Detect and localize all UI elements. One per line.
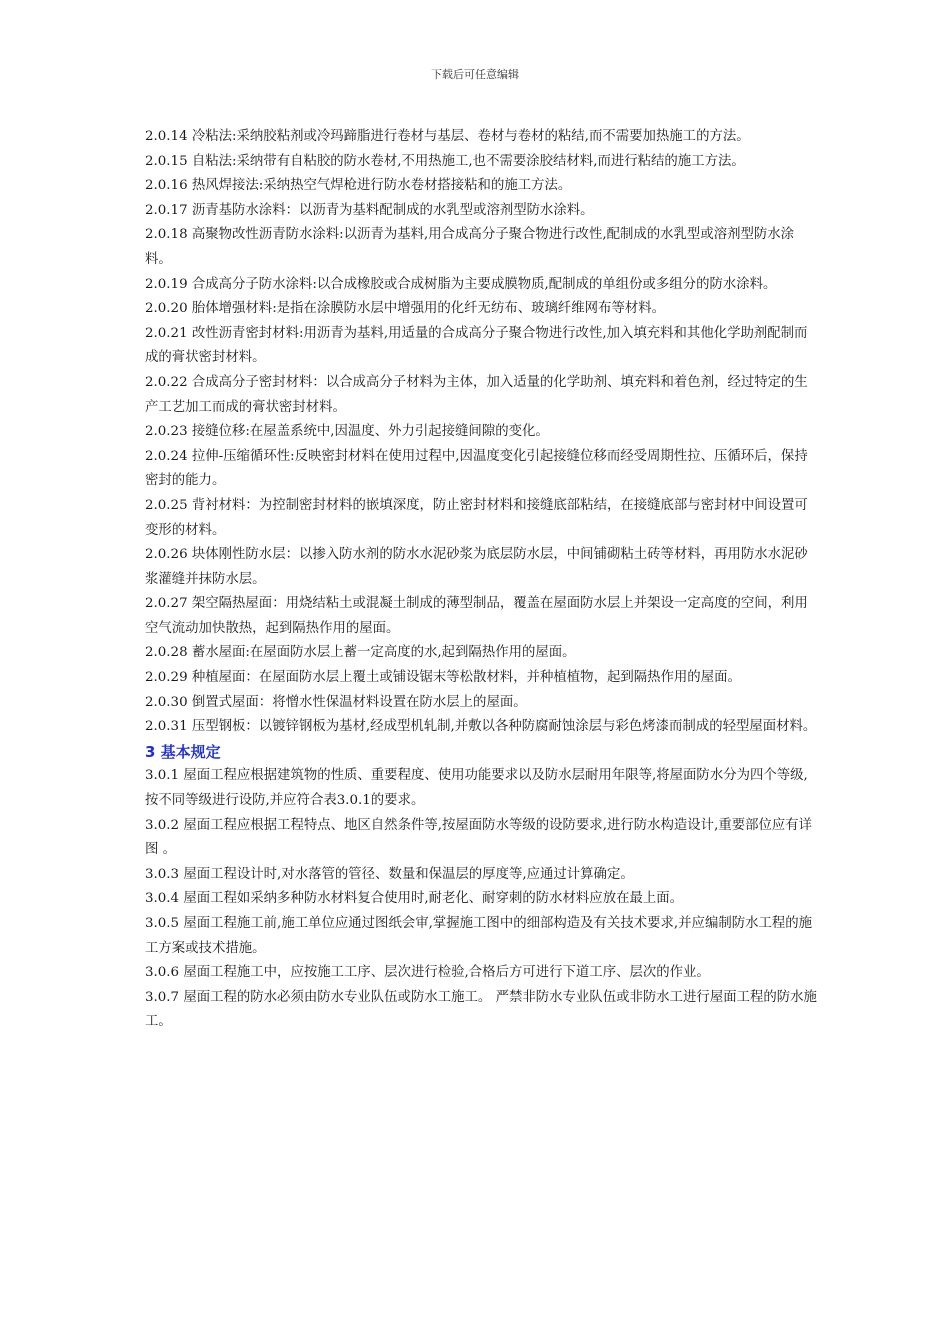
document-body [145,125,817,1035]
clause-2-0-27: 2.0.27 架空隔热屋面：用烧结粘土或混凝土制成的薄型制品，覆盖在屋面防水层上并架设一定高度的空间，利用空气流动加快散热，起到隔热作用的屋面。 [145,596,808,636]
clause-2-0-22: 2.0.22 合成高分子密封材料：以合成高分子材料为主体，加入适量的化学助剂、填充料和着色剂，经过特定的生产工艺加工而成的膏状密封材料。 [145,374,808,415]
clause-2-0-29: 2.0.29 种植屋面：在屋面防水层上覆土或铺设锯末等松散材料，并种植植物，起到隔热作用的屋面。 [145,670,741,686]
clause-3-0-5: 3.0.5 屋面工程施工前,施工单位应通过图纸会审,掌握施工图中的细部构造及有关技术要求,并应编制防水工程的施工方案或技术措施。 [145,916,813,956]
clause-2-0-28: 2.0.28 蓄水屋面:在屋面防水层上蓄一定高度的水,起到隔热作用的屋面。 [145,645,576,661]
clause-2-0-31: 2.0.31 压型钢板：以镀锌钢板为基材,经成型机轧制,并敷以各种防腐耐蚀涂层与彩色烤漆而制成的轻型屋面材料。 [145,719,817,735]
clause-3-0-3: 3.0.3 屋面工程设计时,对水落管的管径、数量和保温层的厚度等,应通过计算确定。 [145,866,634,882]
clause-2-0-17: 2.0.17 沥青基防水涂料：以沥青为基料配制成的水乳型或溶剂型防水涂料。 [145,202,594,218]
clause-2-0-14: 2.0.14 冷粘法:采纳胶粘剂或冷玛蹄脂进行卷材与基层、卷材与卷材的粘结,而不需要加热施工的方法。 [145,129,750,144]
clause-2-0-21: 2.0.21 改性沥青密封材料:用沥青为基料,用适量的合成高分子聚合物进行改性,加入填充料和其他化学助剂配制而成的膏状密封材料。 [145,325,808,366]
clause-2-0-20: 2.0.20 胎体增强材料:是指在涂膜防水层中增强用的化纤无纺布、玻璃纤维网布等材料。 [145,301,666,317]
clause-2-0-26: 2.0.26 块体刚性防水层：以掺入防水剂的防水水泥砂浆为底层防水层，中间铺砌粘土砖等材料，再用防水水泥砂浆灌缝并抹防水层。 [145,547,808,587]
page-header: 下载后可任意编辑 [431,68,519,81]
clause-2-0-25: 2.0.25 背衬材料：为控制密封材料的嵌填深度，防止密封材料和接缝底部粘结，在接缝底部与密封材中间设置可变形的材料。 [145,497,808,538]
clause-3-0-1: 3.0.1 屋面工程应根据建筑物的性质、重要程度、使用功能要求以及防水层耐用年限等,将屋面防水分为四个等级,按不同等级进行设防,并应符合表3.0.1的要求。 [145,768,808,809]
clause-2-0-18: 2.0.18 高聚物改性沥青防水涂料:以沥青为基料,用合成高分子聚合物进行改性,配制成的水乳型或溶剂型防水涂料。 [145,227,795,267]
clause-3-0-7: 3.0.7 屋面工程的防水必须由防水专业队伍或防水工施工。 严禁非防水专业队伍或非防水工进行屋面工程的防水施工。 [145,989,817,1030]
clause-2-0-15: 2.0.15 自粘法:采纳带有自粘胶的防水卷材,不用热施工,也不需要涂胶结材料,而进行粘结的施工方法。 [145,153,745,169]
clause-2-0-24: 2.0.24 拉伸-压缩循环性:反映密封材料在使用过程中,因温度变化引起接缝位移而经受周期性拉、压循环后，保持密封的能力。 [145,448,808,489]
clause-2-0-30: 2.0.30 倒置式屋面：将憎水性保温材料设置在防水层上的屋面。 [145,694,527,710]
section-heading: 3 基本规定 [145,742,221,761]
clause-3-0-6: 3.0.6 屋面工程施工中，应按施工工序、层次进行检验,合格后方可进行下道工序、层次的作业。 [145,965,710,981]
clause-2-0-16: 2.0.16 热风焊接法:采纳热空气焊枪进行防水卷材搭接粘和的施工方法。 [145,178,572,194]
clause-2-0-19: 2.0.19 合成高分子防水涂料:以合成橡胶或合成树脂为主要成膜物质,配制成的单组份或多组分的防水涂料。 [145,276,777,292]
clause-2-0-23: 2.0.23 接缝位移:在屋盖系统中,因温度、外力引起接缝间隙的变化。 [145,424,549,440]
clause-3-0-2: 3.0.2 屋面工程应根据工程特点、地区自然条件等,按屋面防水等级的设防要求,进行防水构造设计,重要部位应有详图 。 [145,817,813,858]
clause-3-0-4: 3.0.4 屋面工程如采纳多种防水材料复合使用时,耐老化、耐穿刺的防水材料应放在最上面。 [145,891,684,907]
